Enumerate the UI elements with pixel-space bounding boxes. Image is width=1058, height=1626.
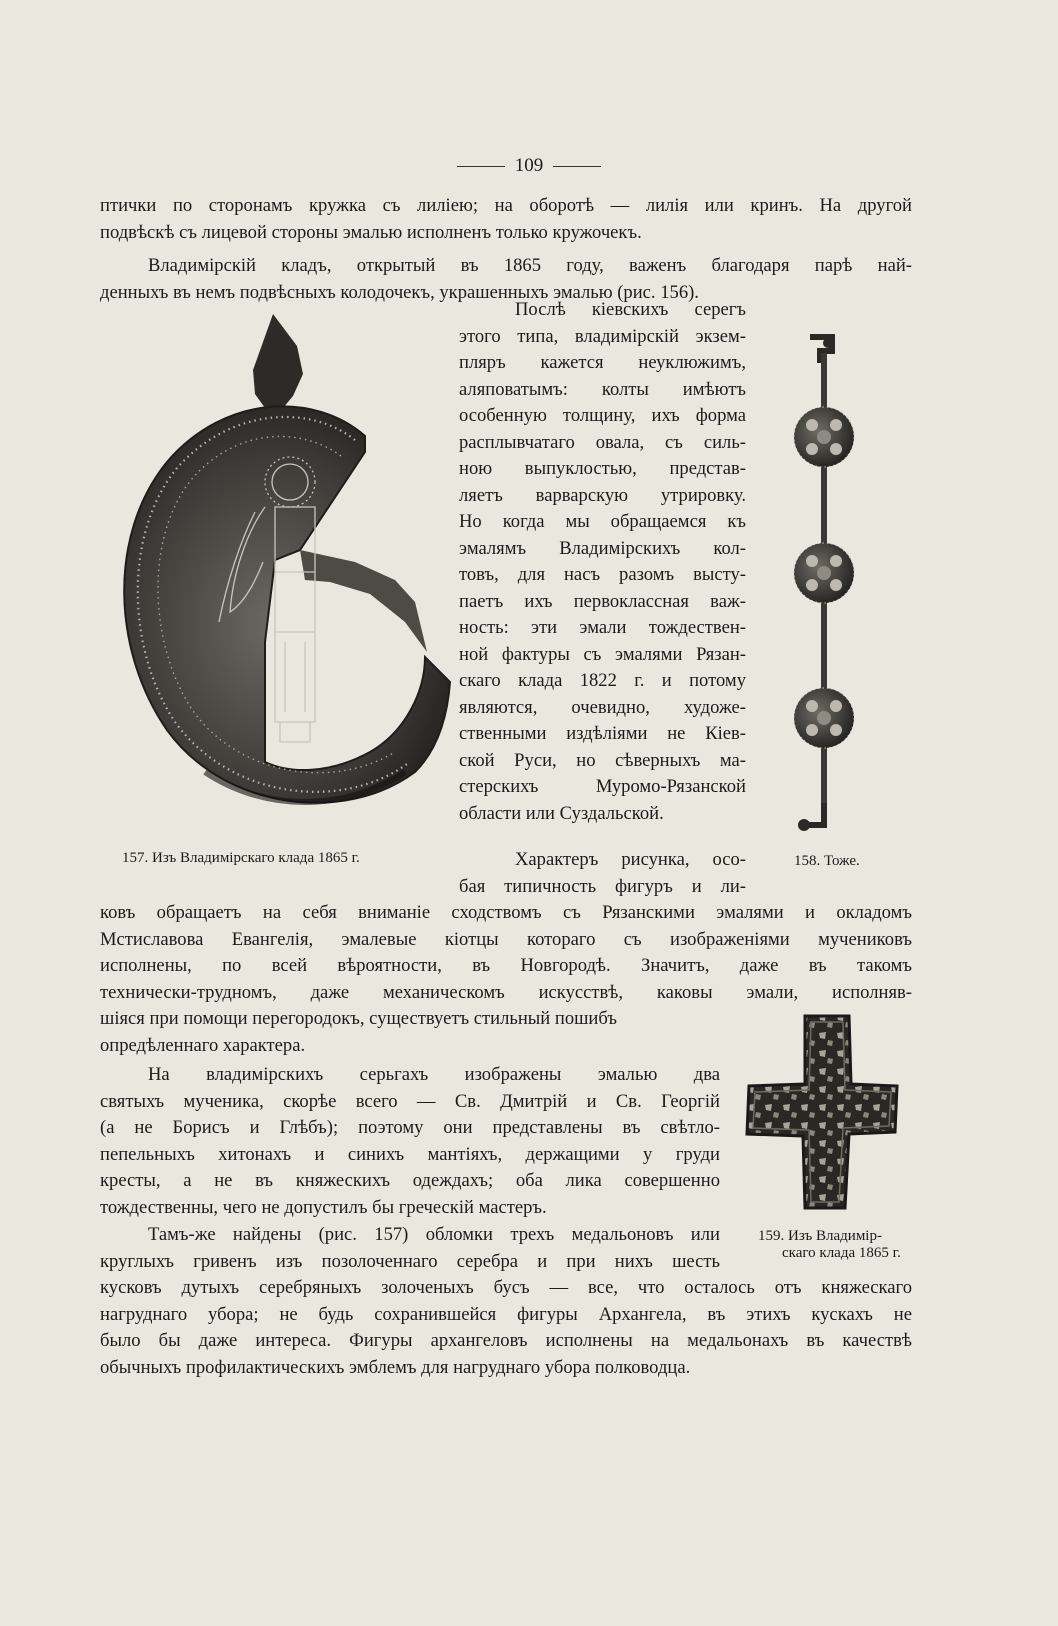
text-line: ковъ обращаетъ на себя вниманіе сходствомъ съ Рязанскими эмалями и окладомъ [100, 902, 912, 923]
figure-158-rod [790, 333, 860, 838]
text-line: шіяся при помощи перегородокъ, существуетъ стильный пошибъ [100, 1008, 617, 1029]
text-line: обычныхъ профилактическихъ эмблемъ для нагруднаго убора полководца. [100, 1356, 691, 1378]
text-line: этого типа, владимірскій экзем- [459, 325, 746, 347]
text-line: Тамъ-же найдены (рис. 157) обломки трехъ медальоновъ или [148, 1224, 720, 1245]
text-line: стерскихъ Муромо-Рязанской [459, 776, 746, 797]
text-line: подвѣскѣ съ лицевой стороны эмалью исполненъ только кружочекъ. [100, 221, 642, 243]
text-line: Мстиславова Евангелія, эмалевые кіотцы котораго съ изображеніями мучениковъ [100, 928, 912, 950]
text-line: скаго клада 1822 г. и потому [459, 670, 746, 691]
text-line: пляръ кажется неуклюжимъ, [459, 352, 746, 373]
text-line: было бы даже интереса. Фигуры архангеловъ исполнены на медальонахъ въ качествѣ [100, 1330, 912, 1351]
paragraph-4-end [100, 1006, 720, 1059]
text-line: ляетъ варварскую утрировку. [459, 484, 746, 506]
text-line: На владимірскихъ серьгахъ изображены эмалью два [148, 1064, 720, 1085]
paragraph-1 [100, 193, 912, 246]
text-line: товъ, для насъ разомъ высту- [459, 564, 746, 585]
page-number-text: 109 [514, 155, 544, 176]
text-line: бая типичность фигуръ и ли- [459, 875, 746, 897]
text-line: святыхъ мученика, скорѣе всего — Св. Дмитрій и Св. Георгій [100, 1090, 720, 1112]
text-line: Послѣ кіевскихъ серегъ [515, 299, 746, 320]
paragraph-4-start [459, 847, 746, 900]
text-line: ной фактуры съ эмалями Рязан- [459, 643, 746, 665]
text-line: ность: эти эмали тождествен- [459, 617, 746, 638]
text-line: (а не Борисъ и Глѣбъ); поэтому они представлены въ свѣтло- [100, 1117, 720, 1138]
caption-line: 159. Изъ Владимір- [758, 1228, 882, 1244]
text-line: аляповатымъ: колты имѣютъ [459, 378, 746, 400]
text-line: птички по сторонамъ кружка съ лиліею; на оборотѣ — лилія или кринъ. На другой [100, 195, 912, 216]
paragraph-5 [100, 1062, 720, 1221]
text-line: исполнены, по всей вѣроятности, въ Новгородѣ. Значитъ, даже въ такомъ [100, 955, 912, 976]
text-line: области или Суздальской. [459, 802, 664, 824]
paragraph-6-start [100, 1222, 720, 1275]
text-line: Владимірскій кладъ, открытый въ 1865 году, важенъ благодаря парѣ най- [148, 255, 912, 276]
caption-line: скаго клада 1865 г. [782, 1245, 901, 1261]
text-line: паетъ ихъ первоклассная важ- [459, 590, 746, 612]
text-line: денныхъ въ немъ подвѣсныхъ колодочекъ, украшенныхъ эмалью (рис. 156). [100, 281, 699, 303]
figure-159-caption [758, 1228, 901, 1262]
text-line: пепельныхъ хитонахъ и синихъ мантіяхъ, держащими у груди [100, 1143, 720, 1165]
text-line: Характеръ рисунка, осо- [515, 849, 746, 870]
figure-159-cross [745, 1012, 905, 1212]
header-rule-right [553, 166, 601, 167]
text-line: круглыхъ гривенъ изъ позолоченнаго серебра и при нихъ шесть [100, 1250, 720, 1272]
header-rule-left [457, 166, 505, 167]
text-line: Но когда мы обращаемся къ [459, 511, 746, 532]
text-line: являются, очевидно, художе- [459, 696, 746, 718]
text-line: кусковъ дутыхъ серебряныхъ золоченыхъ бусъ — все, что осталось отъ княжескаго [100, 1277, 912, 1298]
figure-158-caption: 158. Тоже. [794, 853, 860, 869]
figure-157-medallion [115, 312, 460, 840]
text-line: ской Руси, но сѣверныхъ ма- [459, 749, 746, 771]
paragraph-4-body [100, 900, 912, 1006]
paragraph-6-body [100, 1275, 912, 1381]
text-line: нагруднаго убора; не будь сохранившейся фигуры Архангела, въ этихъ кускахъ не [100, 1303, 912, 1325]
text-line: кресты, а не въ княжескихъ одеждахъ; оба лика совершенно [100, 1170, 720, 1191]
text-line: эмалямъ Владимірскихъ кол- [459, 537, 746, 559]
text-line: ственными издѣліями не Кіев- [459, 723, 746, 744]
text-line: тождественны, чего не допустилъ бы греческій мастеръ. [100, 1196, 547, 1218]
text-line: ною выпуклостью, представ- [459, 458, 746, 479]
page-number [420, 155, 638, 177]
beaded-rod-illustration [790, 333, 860, 838]
text-line: расплывчатаго овала, съ силь- [459, 431, 746, 453]
text-line: технически-трудномъ, даже механическомъ искусствѣ, каковы эмали, исполняв- [100, 981, 912, 1003]
medallion-archangel-illustration [115, 312, 460, 840]
cross-illustration [745, 1012, 905, 1212]
text-line: особенную толщину, ихъ форма [459, 405, 746, 426]
text-line: опредѣленнаго характера. [100, 1034, 306, 1056]
paragraph-3 [459, 297, 746, 827]
figure-157-caption: 157. Изъ Владимірскаго клада 1865 г. [122, 850, 360, 866]
